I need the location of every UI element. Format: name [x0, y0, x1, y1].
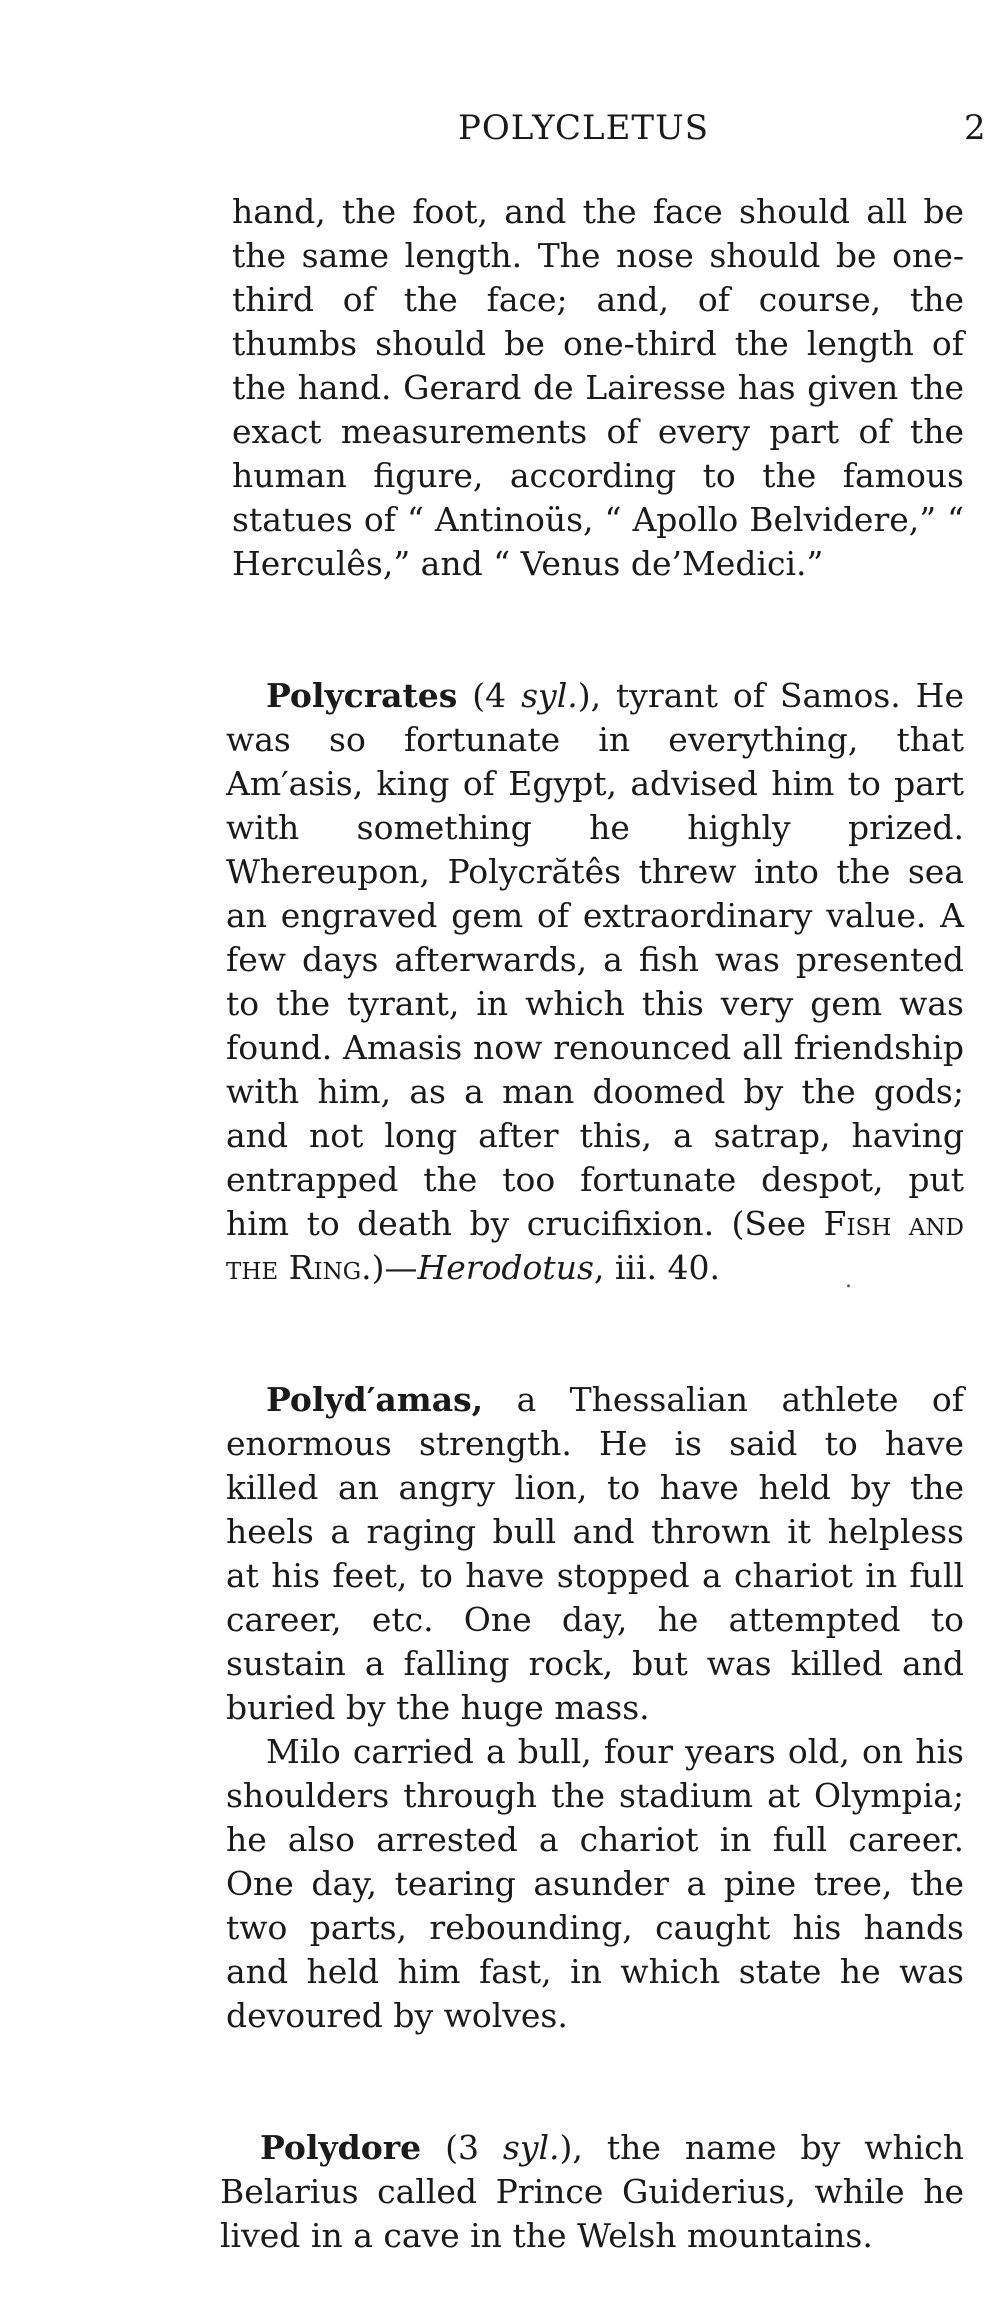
- syllable-note: syl.: [521, 676, 578, 715]
- entry-polycrates: [226, 674, 964, 1290]
- entry-text: a Thessalian athlete of enormous strength. He is said to have killed an angry lion, to have held by the heels a raging bull and thrown it helpless at his feet, to have stopped a chariot in full career, etc. One day, he attempted to sustain a falling rock, but was killed and buried by the huge mass.: [226, 1380, 964, 1727]
- body-text: [220, 190, 965, 2258]
- cross-reference: Fish and the Ring: [226, 1204, 964, 1287]
- syllable-close: ),: [577, 676, 602, 715]
- running-head: [0, 108, 1000, 158]
- source-author: Herodotus: [417, 1248, 594, 1287]
- cross-reference-close: .)—: [361, 1248, 418, 1287]
- headword-polydore: Polydore: [260, 2128, 422, 2167]
- margin-mark: .: [845, 1268, 852, 1293]
- entry-polydamas: [226, 1378, 964, 1730]
- paragraph-continuation: hand, the foot, and the face should all be the same length. The nose should be one-third of the face; and, of course, the thumbs should be one-third the length of the hand. Gerard de Lairesse has given the exact measurements of every part of the human figure, according to the famous statues of “ Antinoüs, “ Apollo Belvidere,” “ Herculês,” and “ Venus de’Medici.”: [232, 192, 964, 583]
- running-title: POLYCLETUS: [458, 108, 710, 148]
- syllable-close: ),: [559, 2128, 583, 2167]
- page-number: 2: [964, 108, 986, 148]
- syllable-open: (4: [457, 676, 522, 715]
- entry-polydore: [220, 2126, 964, 2258]
- headword-polydamas: Polyd′amas,: [266, 1380, 484, 1419]
- syllable-open: (3: [421, 2128, 503, 2167]
- source-citation: , iii. 40.: [593, 1248, 720, 1287]
- syllable-note: syl.: [502, 2128, 560, 2167]
- entry-text: tyrant of Samos. He was so fortunate in everything, that Am′asis, king of Egypt, advised him to part with something he highly prized. Whereupon, Polycrătês threw into the sea an engraved gem of extraordinary value. A few days afterwards, a fish was presented to the tyrant, in which this very gem was found. Amasis now renounced all friendship with him, as a man doomed by the gods; and not long after this, a satrap, having entrapped the too fortunate despot, put him to death by crucifixion. (See: [226, 676, 964, 1243]
- headword-polycrates: Polycrates: [266, 676, 458, 715]
- entry-text: the name by which Belarius called Prince Guiderius, while he lived in a cave in the Welsh mountains.: [220, 2128, 965, 2255]
- paragraph-milo: Milo carried a bull, four years old, on his shoulders through the stadium at Olympia; he also arrested a chariot in full career. One day, tearing asunder a pine tree, the two parts, rebounding, caught his hands and held him fast, in which state he was devoured by wolves.: [226, 1732, 964, 2035]
